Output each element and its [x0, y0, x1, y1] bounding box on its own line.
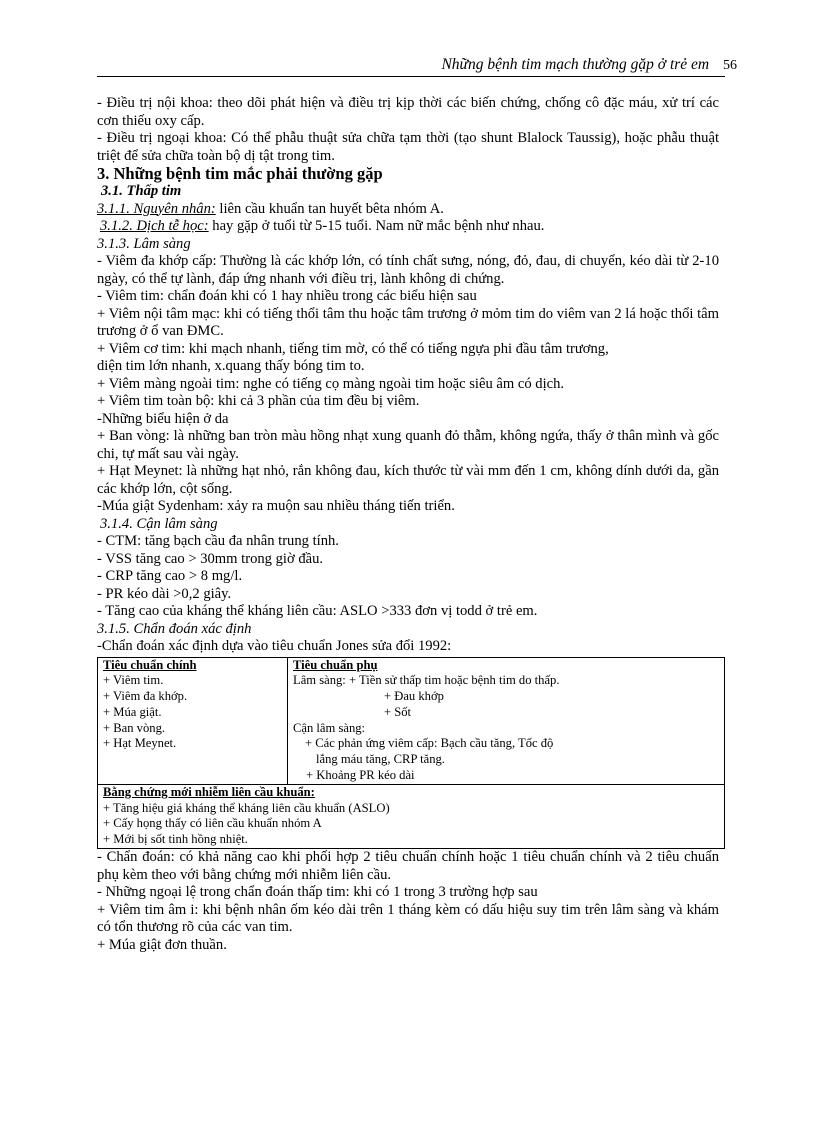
- paragraph-medical-treatment: - Điều trị nội khoa: theo dõi phát hiện và điều trị kịp thời các biến chứng, chống cô đặc máu, xử trí các cơn thiếu oxy cấp.: [97, 95, 719, 129]
- minor-criterion: + Khoảng PR kéo dài: [306, 768, 415, 783]
- major-criterion: + Múa giật.: [103, 704, 162, 719]
- lab-item: - VSS tăng cao > 30mm trong giờ đầu.: [97, 550, 324, 567]
- lab-item: - CTM: tăng bạch cầu đa nhân trung tính.: [97, 533, 339, 549]
- header-rule: [97, 76, 725, 77]
- page-number: 56: [723, 58, 737, 73]
- paragraph-exceptions: - Những ngoại lệ trong chẩn đoán thấp tim: khi có 1 trong 3 trường hợp sau: [97, 884, 538, 901]
- paragraph-epidemiology: [97, 218, 719, 236]
- major-criterion: + Viêm đa khớp.: [103, 689, 188, 704]
- evidence-header: Bằng chứng mới nhiễm liên cầu khuẩn:: [103, 784, 315, 799]
- page-body: [97, 95, 719, 954]
- paragraph-etiology: [97, 201, 719, 219]
- clinical-item: + Viêm tim toàn bộ: khi cả 3 phần của tim đều bị viêm.: [97, 393, 420, 409]
- streptococcal-evidence-cell: [98, 784, 725, 848]
- lab-item: - CRP tăng cao > 8 mg/l.: [97, 568, 243, 584]
- paragraph-indolent-carditis: + Viêm tim âm i: khi bệnh nhân ốm kéo dài trên 1 tháng kèm có dấu hiệu suy tim trên lâm sàng và khám có tổn thương rõ của các van tim.: [97, 901, 719, 936]
- subheading-diagnosis: 3.1.5. Chẩn đoán xác định: [97, 620, 252, 637]
- jones-criteria-table: [97, 657, 725, 850]
- paragraph-diagnosis: - Chẩn đoán: có khả năng cao khi phối hợp 2 tiêu chuẩn chính hoặc 1 tiêu chuẩn chính và 2 tiêu chuẩn phụ kèm theo với bằng chứng mới nhiễm liên cầu.: [97, 849, 719, 883]
- clinical-item: + Ban vòng: là những ban tròn màu hồng nhạt xung quanh đỏ thẫm, không ngứa, thấy ở thân mình và gốc chi, tự mất sau vài ngày.: [97, 428, 719, 462]
- clinical-item: - Viêm đa khớp cấp: Thường là các khớp lớn, có tính chất sưng, nóng, đỏ, đau, di chuyển, kéo dài từ 2-10 ngày, có thể tự lành, đáp ứng nhanh với điều trị, lành không di chứng.: [97, 253, 719, 287]
- clinical-item: + Hạt Meynet: là những hạt nhỏ, rắn không đau, kích thước từ vài mm đến 1 cm, không dính dưới da, gần các khớp lớn, cột sống.: [97, 463, 719, 497]
- section-heading-3-1: 3.1. Thấp tim: [101, 183, 182, 199]
- paragraph-surgical-treatment: - Điều trị ngoại khoa: Có thể phẫu thuật sửa chữa tạm thời (tạo shunt Blalock Taussig), hoặc phẫu thuật triệt để sửa chữa toàn bộ dị tật trong tim.: [97, 130, 719, 164]
- clinical-item: + Viêm cơ tim: khi mạch nhanh, tiếng tim mờ, có thể có tiếng ngựa phi đầu tâm trương,: [97, 340, 609, 357]
- running-header: [97, 56, 737, 76]
- label-etiology: 3.1.1. Nguyên nhân:: [97, 200, 216, 217]
- text-epidemiology: hay gặp ở tuổi từ 5-15 tuổi. Nam nữ mắc bệnh như nhau.: [208, 218, 545, 234]
- minor-criterion: + Các phản ứng viêm cấp: Bạch cầu tăng, Tốc độ: [305, 736, 554, 751]
- minor-criteria-cell: [288, 657, 725, 784]
- subheading-clinical: 3.1.3. Lâm sàng: [97, 235, 191, 252]
- clinical-item: -Múa giật Sydenham: xảy ra muộn sau nhiều tháng tiến triển.: [97, 498, 455, 514]
- section-heading-3: 3. Những bệnh tim mắc phải thường gặp: [97, 164, 383, 183]
- lab-item: - Tăng cao của kháng thể kháng liên cầu: ASLO >333 đơn vị todd ở trẻ em.: [97, 603, 538, 619]
- major-criterion: + Hạt Meynet.: [103, 736, 177, 751]
- header-title: Những bệnh tim mạch thường gặp ở trẻ em: [441, 56, 710, 73]
- evidence-item: + Tăng hiệu giá kháng thể kháng liên cầu khuẩn (ASLO): [103, 800, 390, 815]
- minor-criterion: Lâm sàng: + Tiền sử thấp tim hoặc bệnh tim do thấp.: [293, 673, 560, 688]
- minor-criterion: lắng máu tăng, CRP tăng.: [316, 752, 445, 767]
- lab-item: - PR kéo dài >0,2 giây.: [97, 585, 232, 602]
- text-etiology: liên cầu khuẩn tan huyết bêta nhóm A.: [215, 200, 444, 217]
- clinical-item: - Viêm tim: chẩn đoán khi có 1 hay nhiều trong các biểu hiện sau: [97, 288, 477, 304]
- minor-lab-label: Cận lâm sàng:: [293, 720, 366, 735]
- minor-criterion: + Đau khớp: [384, 689, 444, 704]
- paragraph-pure-chorea: + Múa giật đơn thuần.: [97, 936, 227, 953]
- evidence-item: + Cấy họng thấy có liên cầu khuẩn nhóm A: [103, 816, 322, 831]
- minor-criteria-header: Tiêu chuẩn phụ: [293, 657, 378, 672]
- evidence-item: + Mới bị sốt tinh hồng nhiệt.: [103, 832, 248, 847]
- major-criterion: + Ban vòng.: [103, 720, 166, 735]
- subheading-paraclinical: 3.1.4. Cận lâm sàng: [100, 515, 218, 532]
- clinical-item: -Những biểu hiện ở da: [97, 410, 229, 427]
- major-criterion: + Viêm tim.: [103, 673, 164, 688]
- major-criteria-header: Tiêu chuẩn chính: [103, 657, 197, 672]
- major-criteria-cell: [98, 657, 288, 784]
- label-epidemiology: 3.1.2. Dịch tễ học:: [100, 218, 209, 234]
- diagnosis-intro: -Chẩn đoán xác định dựa vào tiêu chuẩn Jones sửa đổi 1992:: [97, 638, 452, 654]
- clinical-item: + Viêm màng ngoài tim: nghe có tiếng cọ màng ngoài tim hoặc siêu âm có dịch.: [97, 375, 565, 392]
- clinical-item: diện tim lớn nhanh, x.quang thấy bóng tim to.: [97, 358, 365, 374]
- minor-criterion: + Sốt: [384, 704, 412, 719]
- clinical-item: + Viêm nội tâm mạc: khi có tiếng thổi tâm thu hoặc tâm trương ở mỏm tim do viêm van 2 lá hoặc thổi tâm trương ở ổ van ĐMC.: [97, 305, 719, 339]
